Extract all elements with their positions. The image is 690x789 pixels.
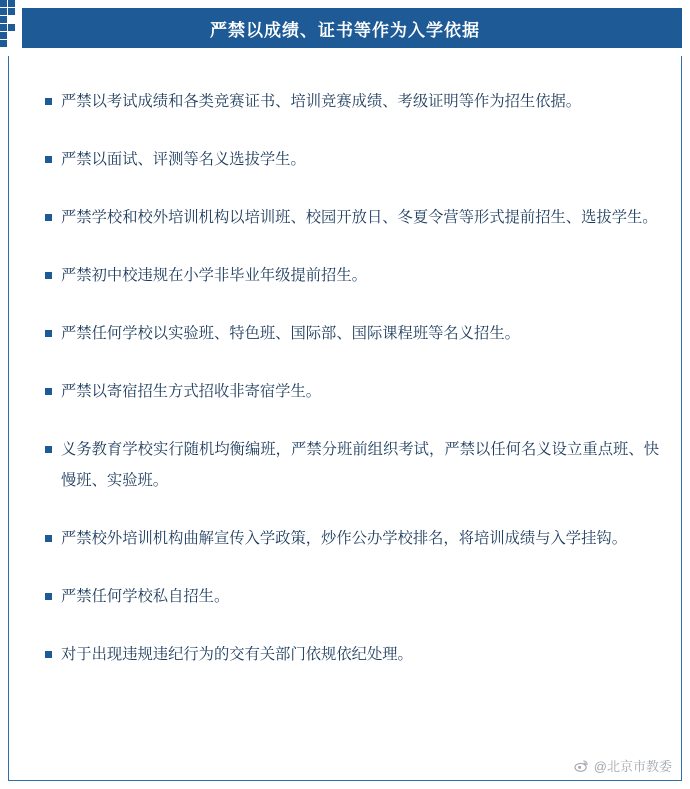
list-item-text: 严禁任何学校私自招生。	[61, 588, 230, 605]
square-bullet-icon	[45, 535, 52, 542]
list-item-text: 严禁以考试成绩和各类竞赛证书、培训竞赛成绩、考级证明等作为招生依据。	[61, 93, 582, 110]
list-item	[31, 434, 659, 496]
square-bullet-icon	[45, 593, 52, 600]
square-bullet-icon	[45, 214, 52, 221]
watermark-label: @北京市教委	[593, 759, 672, 774]
list-item	[31, 376, 659, 407]
list-item-text: 严禁校外培训机构曲解宣传入学政策，炒作公办学校排名，将培训成绩与入学挂钩。	[61, 530, 627, 547]
watermark	[574, 756, 672, 775]
page-title: 严禁以成绩、证书等作为入学依据	[210, 20, 480, 40]
list-item	[31, 523, 659, 554]
list-item	[31, 260, 659, 291]
list-item-text: 义务教育学校实行随机均衡编班，严禁分班前组织考试，严禁以任何名义设立重点班、快慢班、实验班。	[61, 441, 659, 489]
list-item-text: 严禁以面试、评测等名义选拔学生。	[61, 151, 306, 168]
list-item-text: 对于出现违规违纪行为的交有关部门依规依纪处理。	[61, 646, 413, 663]
list-item	[31, 318, 659, 349]
list-item-text: 严禁任何学校以实验班、特色班、国际部、国际课程班等名义招生。	[61, 325, 520, 342]
square-bullet-icon	[45, 651, 52, 658]
list-item	[31, 202, 659, 233]
content-panel	[8, 56, 682, 781]
list-item	[31, 86, 659, 117]
corner-decoration	[0, 0, 22, 56]
weibo-icon	[574, 758, 589, 773]
header-banner	[8, 8, 682, 48]
square-bullet-icon	[45, 156, 52, 163]
list-item-text: 严禁以寄宿招生方式招收非寄宿学生。	[61, 383, 322, 400]
square-bullet-icon	[45, 446, 52, 453]
square-bullet-icon	[45, 330, 52, 337]
list-item-text: 严禁学校和校外培训机构以培训班、校园开放日、冬夏令营等形式提前招生、选拔学生。	[61, 209, 658, 226]
list-item	[31, 144, 659, 175]
square-bullet-icon	[45, 98, 52, 105]
list-item-text: 严禁初中校违规在小学非毕业年级提前招生。	[61, 267, 367, 284]
list-item	[31, 581, 659, 612]
list-item	[31, 639, 659, 670]
square-bullet-icon	[45, 272, 52, 279]
square-bullet-icon	[45, 388, 52, 395]
